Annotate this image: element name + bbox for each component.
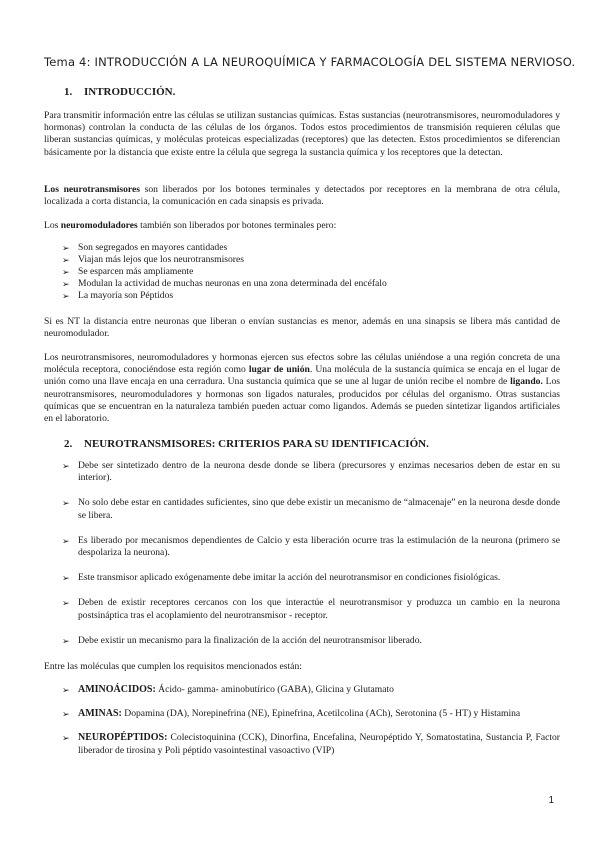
nm-paragraph-block — [44, 220, 560, 232]
molecules-intro: Entre las moléculas que cumplen los requisitos mencionados están: — [44, 661, 302, 672]
intro-paragraph: Para transmitir información entre las células se utilizan sustancias químicas. Estas sustancias (neurotransmisores, neuromoduladores y hormonas) controlan la conducta de las células de los órganos. Todos estos procedimientos de transmisión requieren células que liberan sustancias químicas, y moléculas proteicas especializadas (receptores) que las detecten. Estos procedimientos se diferencian básicamente por la distancia que existe entre la célula que segrega la sustancia química y los receptores que la detectan. — [44, 110, 560, 158]
molecule-category: AMINAS: — [78, 708, 122, 720]
list-item-text: No solo debe estar en cantidades suficientes, sino que debe existir un mecanismo de “almacenaje” en la neurona desde donde se libera. — [78, 497, 560, 521]
list-item — [62, 708, 560, 720]
arrow-bullet-icon: ➢ — [62, 279, 70, 289]
section-1-heading — [64, 86, 175, 98]
binding-paragraph-block — [44, 352, 560, 425]
list-item — [62, 634, 560, 647]
binding-part2: . Una molécula de la sustancia química se encaja en el lugar de unión como una llave encaja en una cerradura. Una sustancia química que se une al lugar de unión recibe el nombre de — [44, 364, 560, 388]
binding-paragraph — [44, 352, 560, 425]
list-item — [62, 684, 560, 696]
molecule-list-text: Dopamina (DA), Norepinefrina (NE), Epinefrina, Acetilcolina (ACh), Serotonina (5 - HT) y Histamina — [121, 708, 521, 720]
arrow-bullet-icon: ➢ — [62, 573, 70, 584]
arrow-bullet-icon: ➢ — [62, 598, 70, 609]
list-item-text: Se esparcen más ampliamente — [78, 266, 194, 277]
list-item-text: Es liberado por mecanismos dependientes de Calcio y esta liberación ocurre tras la estimulación de la neurona (primero se despolariza la neurona). — [78, 534, 560, 559]
molecule-list-text: Colecistoquinina (CCK), Dinorfina, Encefalina, Neuropéptido Y, Somatostatina, Sustancia P, Factor liberador de tirosina y Poli péptido vasointestinal vasoactivo (VIP) — [78, 732, 560, 756]
list-item-text: Modulan la actividad de muchas neuronas en una zona determinada del encéfalo — [78, 278, 387, 289]
arrow-bullet-icon: ➢ — [62, 461, 70, 471]
page-title: Tema 4: INTRODUCCIÓN A LA NEUROQUÍMICA Y FARMACOLOGÍA DEL SISTEMA NERVIOSO. — [44, 55, 576, 69]
intro-paragraph-block — [44, 110, 560, 159]
list-item — [62, 732, 560, 756]
molecules-intro-block — [44, 661, 560, 673]
section-1-title: INTRODUCCIÓN. — [84, 86, 176, 98]
section-2-heading — [64, 438, 429, 450]
nt-bold: Los neurotransmisores — [44, 184, 140, 195]
section-2-number: 2. — [64, 438, 73, 450]
molecule-category: NEUROPÉPTIDOS: — [78, 732, 168, 744]
criteria-list — [62, 460, 560, 647]
binding-bold-lugar: lugar de unión — [248, 364, 310, 376]
nt-paragraph-block — [44, 184, 560, 208]
distance-paragraph: Si es NT la distancia entre neuronas que liberan o envían sustancias es menor, además en una sinapsis se libera más cantidad de neuromodulador. — [44, 316, 560, 340]
molecules-list — [62, 684, 560, 757]
nm-rest: también son liberados por botones terminales pero: — [137, 220, 337, 231]
list-item — [62, 460, 560, 484]
arrow-bullet-icon: ➢ — [62, 498, 70, 509]
arrow-bullet-icon: ➢ — [62, 291, 70, 301]
list-item-text: Viajan más lejos que los neurotransmisores — [78, 254, 244, 265]
list-item-text: Son segregados en mayores cantidades — [78, 242, 228, 253]
nm-bold: neuromoduladores — [60, 220, 138, 231]
nt-paragraph — [44, 184, 560, 208]
arrow-bullet-icon: ➢ — [62, 267, 70, 277]
list-item — [62, 534, 560, 559]
list-item-text: Deben de existir receptores cercanos con los que interactúe el neurotransmisor y produzca un cambio en la neurona postsináptica tras el acoplamiento del neurotransmisor - receptor. — [78, 597, 560, 621]
nt-rest: son liberados por los botones terminales y detectados por receptores en la membrana de otra célula, localizada a corta distancia, la comunicación en cada sinapsis es privada. — [44, 184, 560, 208]
arrow-bullet-icon: ➢ — [62, 685, 70, 695]
list-item — [62, 597, 560, 621]
arrow-bullet-icon: ➢ — [62, 535, 70, 546]
distance-paragraph-block — [44, 316, 560, 340]
nm-paragraph — [44, 220, 560, 232]
arrow-bullet-icon: ➢ — [62, 709, 70, 720]
arrow-bullet-icon: ➢ — [62, 243, 70, 253]
list-item-text: Debe ser sintetizado dentro de la neurona desde donde se libera (precursores y enzimas necesarios deben de estar en su interior). — [78, 460, 560, 484]
molecule-list-text: Ácido- gamma- aminobutírico (GABA), Glicina y Glutamato — [155, 684, 394, 695]
list-item — [62, 242, 560, 254]
molecule-category: AMINOÁCIDOS: — [78, 684, 156, 695]
arrow-bullet-icon: ➢ — [62, 733, 70, 744]
nm-pre: Los — [44, 220, 61, 231]
list-item — [62, 266, 560, 278]
nm-list — [62, 242, 560, 302]
arrow-bullet-icon: ➢ — [62, 255, 70, 265]
binding-bold-ligando: ligando. — [510, 376, 543, 388]
section-2-title: NEUROTRANSMISORES: CRITERIOS PARA SU IDENTIFICACIÓN. — [84, 438, 429, 450]
list-item-text: La mayoría son Péptidos — [78, 290, 174, 301]
binding-part1: Los neurotransmisores, neuromoduladores y hormonas ejercen sus efectos sobre las células uniéndose a una región concreta de una molécula receptora, conociéndose esta región como — [44, 352, 560, 376]
section-1-number: 1. — [64, 86, 73, 98]
list-item — [62, 254, 560, 266]
list-item-text: Este transmisor aplicado exógenamente debe imitar la acción del neurotransmisor en condiciones fisiológicas. — [78, 572, 501, 584]
list-item — [62, 290, 560, 302]
list-item — [62, 278, 560, 290]
list-item — [62, 497, 560, 521]
page-number: 1 — [548, 795, 554, 806]
binding-part3: Los neurotransmisores, neuromoduladores y hormonas son ligados naturales, producidos por células del organismo. Otras sustancias químicas que se encuentran en la naturaleza también pueden actuar como ligandos. Además se pueden sintetizar ligandos artificiales en el laboratorio. — [44, 376, 560, 425]
arrow-bullet-icon: ➢ — [62, 635, 70, 646]
list-item-text: Debe existir un mecanismo para la finalización de la acción del neurotransmisor liberado. — [78, 634, 422, 646]
list-item — [62, 572, 560, 584]
